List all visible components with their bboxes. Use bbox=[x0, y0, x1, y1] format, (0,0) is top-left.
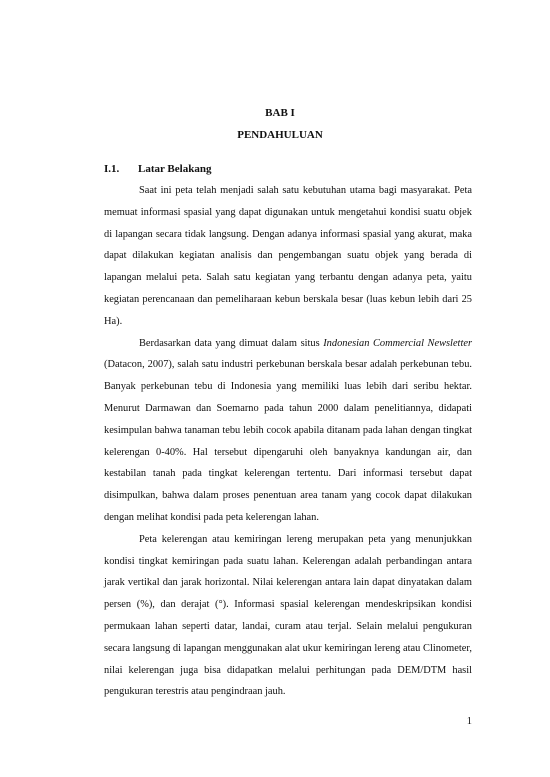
chapter-title: PENDAHULUAN bbox=[237, 129, 323, 141]
paragraph-2-text-end: (Datacon, 2007), salah satu industri perkebunan berskala besar adalah perkebunan tebu. Banyak perkebunan tebu di Indonesia yang memiliki luas lebih dari seribu hektar. Menurut Darmawan dan Soemarno pada tahun 2000 dalam penelitiannya, didapati kesimpulan bahwa tanaman tebu lebih cocok apabila ditanam pada lahan dengan tingkat kelerengan 0-40%. Hal tersebut dipengaruhi oleh banyaknya kandungan air, dan kestabilan tanah pada tingkat kelerengan tertentu. Dari informasi tersebut dapat disimpulkan, bahwa dalam proses penentuan area tanam yang cocok dapat dilakukan dengan melihat kondisi pada peta kelerengan lahan. bbox=[104, 359, 472, 523]
newsletter-title: Indonesian Commercial Newsletter bbox=[323, 337, 472, 349]
page-number: 1 bbox=[466, 716, 472, 727]
chapter-label: BAB I bbox=[265, 107, 295, 119]
body-text bbox=[104, 180, 472, 703]
paragraph-2 bbox=[104, 333, 472, 529]
paragraph-2-text-start: Berdasarkan data yang dimuat dalam situs bbox=[139, 337, 324, 349]
section-title: Latar Belakang bbox=[138, 163, 212, 175]
section-heading bbox=[104, 163, 211, 175]
paragraph-1: Saat ini peta telah menjadi salah satu kebutuhan utama bagi masyarakat. Peta memuat informasi spasial yang dapat digunakan untuk mengetahui kondisi suatu objek di lapangan secara tidak langsung. Dengan adanya informasi spasial yang akurat, maka dapat dilakukan kegiatan analisis dan pengembangan suatu objek yang berada di lapangan melalui peta. Salah satu kegiatan yang terbantu dengan adanya peta, yaitu kegiatan perencanaan dan pemeliharaan kebun berskala besar (luas kebun lebih dari 25 Ha). bbox=[104, 185, 472, 327]
section-number: I.1. bbox=[104, 163, 120, 175]
paragraph-3: Peta kelerengan atau kemiringan lereng merupakan peta yang menunjukkan kondisi tingkat kemiringan pada suatu lahan. Kelerengan adalah perbandingan antara jarak vertikal dan jarak horizontal. Nilai kelerengan antara lain dapat dinyatakan dalam persen (%), dan derajat (°). Informasi spasial kelerengan mendeskripsikan kondisi permukaan lahan seperti datar, landai, curam atau terjal. Selain melalui pengukuran secara langsung di lapangan menggunakan alat ukur kemiringan lereng atau Clinometer, nilai kelerengan juga bisa didapatkan melalui perhitungan pada DEM/DTM hasil pengukuran terestris atau pengindraan jauh. bbox=[104, 533, 472, 698]
